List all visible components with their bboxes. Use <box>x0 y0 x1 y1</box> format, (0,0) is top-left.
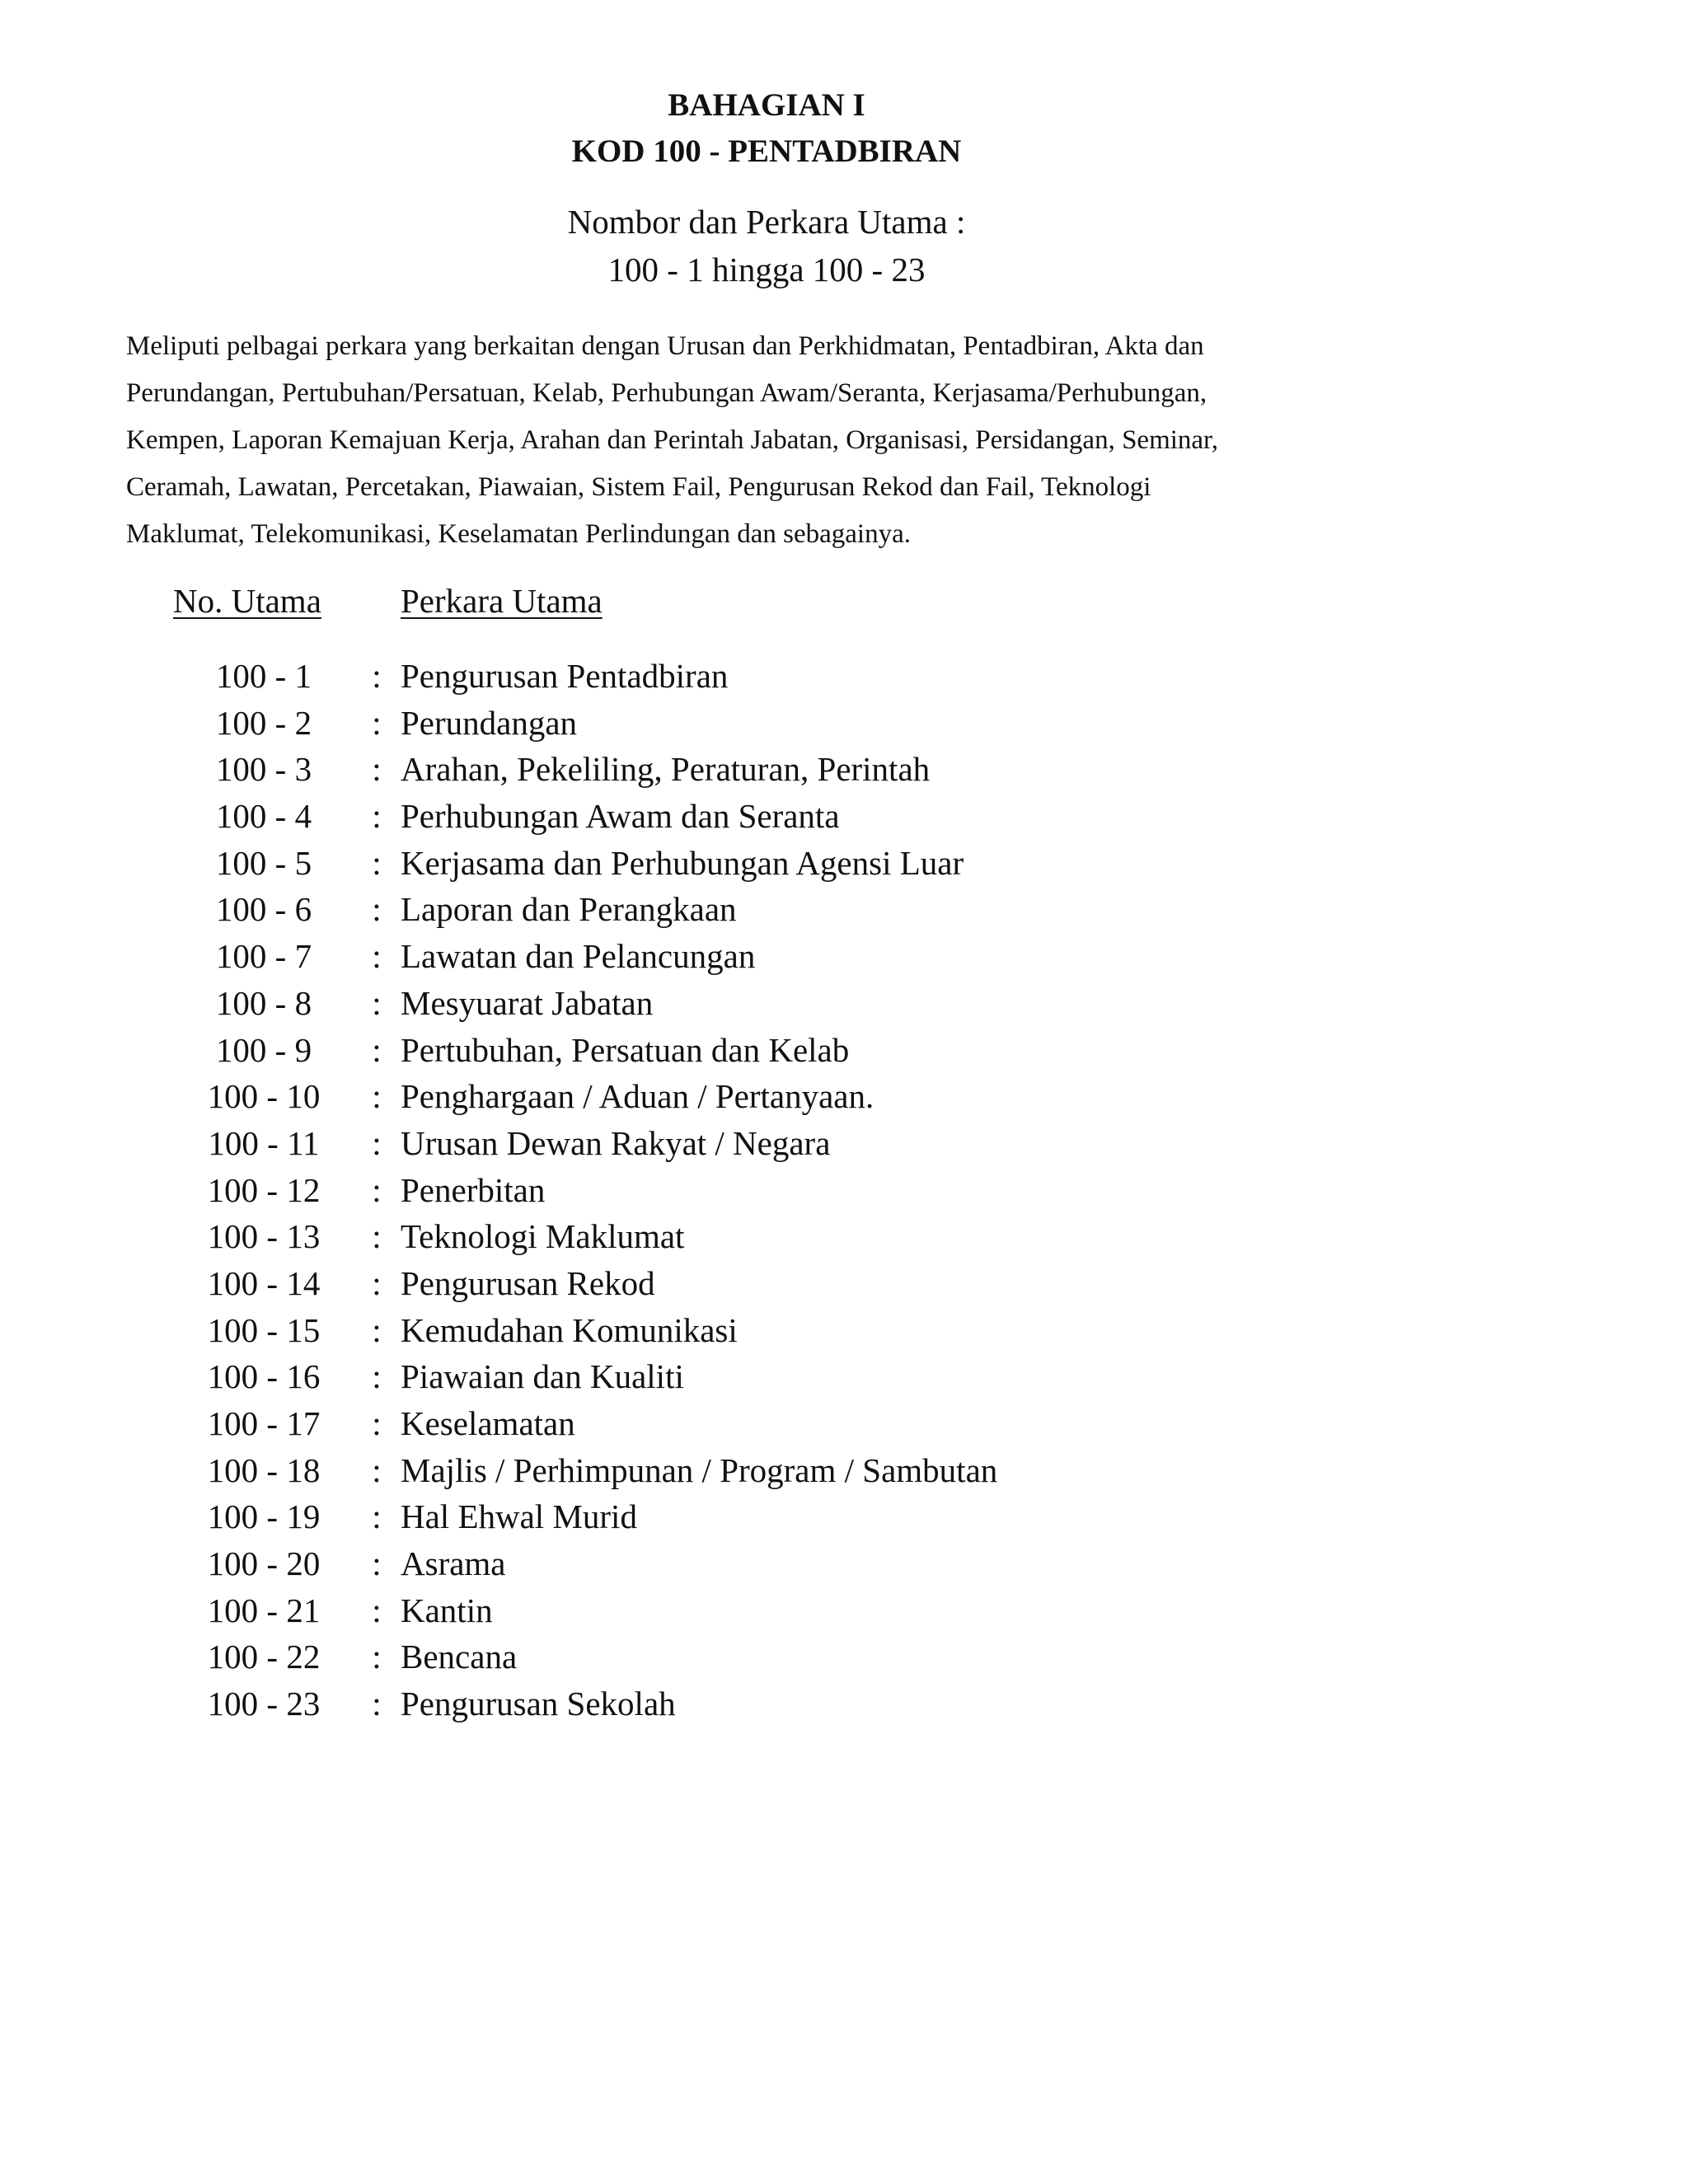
item-separator: : <box>372 937 382 976</box>
intro-line: Meliputi pelbagai perkara yang berkaitan dengan Urusan dan Perkhidmatan, Pentadbiran, Akta dan <box>126 331 1204 361</box>
item-label: Pengurusan Sekolah <box>401 1685 676 1723</box>
subtitle-block <box>0 198 1533 293</box>
intro-line: Ceramah, Lawatan, Percetakan, Piawaian, Sistem Fail, Pengurusan Rekod dan Fail, Teknologi <box>126 472 1151 502</box>
item-separator: : <box>372 1544 382 1583</box>
item-code: 100 - 12 <box>207 1170 321 1209</box>
item-code: 100 - 5 <box>215 843 312 882</box>
list-item <box>0 1400 1688 1447</box>
item-code: 100 - 11 <box>208 1123 320 1162</box>
item-label: Perundangan <box>401 703 578 742</box>
intro-line: Kempen, Laporan Kemajuan Kerja, Arahan dan Perintah Jabatan, Organisasi, Persidangan, Seminar, <box>126 425 1218 455</box>
list-item <box>0 1167 1688 1214</box>
item-label: Bencana <box>401 1638 518 1676</box>
item-separator: : <box>372 750 382 789</box>
item-label: Asrama <box>401 1544 506 1583</box>
item-code: 100 - 21 <box>207 1591 321 1629</box>
list-item <box>0 793 1688 840</box>
list-item <box>0 653 1688 700</box>
item-separator: : <box>372 1591 382 1629</box>
title-block <box>0 82 1533 175</box>
item-separator: : <box>372 983 382 1022</box>
item-separator: : <box>372 1497 382 1536</box>
column-header-perkara-utama: Perkara Utama <box>401 582 603 620</box>
list-item <box>0 1447 1688 1494</box>
item-separator: : <box>372 1123 382 1162</box>
item-label: Piawaian dan Kualiti <box>401 1357 684 1396</box>
item-label: Keselamatan <box>401 1404 575 1442</box>
item-label: Majlis / Perhimpunan / Program / Sambutan <box>401 1451 998 1489</box>
list-item <box>0 1633 1688 1680</box>
item-code: 100 - 14 <box>207 1263 321 1302</box>
list-item <box>0 886 1688 933</box>
list-item <box>0 840 1688 887</box>
item-code: 100 - 13 <box>207 1217 321 1256</box>
list-item <box>0 1307 1688 1354</box>
item-separator: : <box>372 1077 382 1116</box>
item-separator: : <box>372 890 382 929</box>
item-code: 100 - 9 <box>215 1030 312 1069</box>
list-item <box>0 700 1688 747</box>
item-label: Kerjasama dan Perhubungan Agensi Luar <box>401 843 964 882</box>
item-label: Lawatan dan Pelancungan <box>401 937 756 976</box>
list-item <box>0 1027 1688 1074</box>
list-item <box>0 1587 1688 1634</box>
item-separator: : <box>372 1357 382 1396</box>
column-header-no-utama: No. Utama <box>173 582 321 620</box>
item-label: Penghargaan / Aduan / Pertanyaan. <box>401 1077 874 1116</box>
list-item <box>0 746 1688 793</box>
item-separator: : <box>372 703 382 742</box>
item-label: Hal Ehwal Murid <box>401 1497 637 1536</box>
item-label: Urusan Dewan Rakyat / Negara <box>401 1123 831 1162</box>
item-separator: : <box>372 1217 382 1256</box>
item-separator: : <box>372 1263 382 1302</box>
list-item <box>0 1493 1688 1540</box>
item-separator: : <box>372 1451 382 1489</box>
item-label: Teknologi Maklumat <box>401 1217 685 1256</box>
section-title: BAHAGIAN I <box>668 87 865 123</box>
item-label: Mesyuarat Jabatan <box>401 983 654 1022</box>
item-code: 100 - 7 <box>215 937 312 976</box>
list-item <box>0 1540 1688 1587</box>
item-code: 100 - 10 <box>207 1077 321 1116</box>
item-separator: : <box>372 657 382 695</box>
intro-paragraph <box>126 323 1412 558</box>
item-label: Pertubuhan, Persatuan dan Kelab <box>401 1030 850 1069</box>
item-code: 100 - 22 <box>207 1638 321 1676</box>
item-label: Perhubungan Awam dan Seranta <box>401 797 840 836</box>
item-label: Pengurusan Rekod <box>401 1263 655 1302</box>
item-code: 100 - 18 <box>207 1451 321 1489</box>
item-code: 100 - 3 <box>215 750 312 789</box>
item-separator: : <box>372 1310 382 1349</box>
list-item <box>0 933 1688 980</box>
item-separator: : <box>372 797 382 836</box>
list-item <box>0 1260 1688 1307</box>
item-code: 100 - 15 <box>207 1310 321 1349</box>
list-item <box>0 1073 1688 1120</box>
item-code: 100 - 6 <box>215 890 312 929</box>
item-code: 100 - 8 <box>215 983 312 1022</box>
item-separator: : <box>372 1638 382 1676</box>
item-label: Laporan dan Perangkaan <box>401 890 737 929</box>
item-code: 100 - 20 <box>207 1544 321 1583</box>
item-separator: : <box>372 1685 382 1723</box>
item-code: 100 - 17 <box>207 1404 321 1442</box>
item-code: 100 - 19 <box>207 1497 321 1536</box>
list-item <box>0 1213 1688 1260</box>
item-separator: : <box>372 843 382 882</box>
item-label: Kantin <box>401 1591 493 1629</box>
item-label: Arahan, Pekeliling, Peraturan, Perintah <box>401 750 931 789</box>
list-item <box>0 1680 1688 1727</box>
item-code: 100 - 1 <box>215 657 312 695</box>
item-label: Penerbitan <box>401 1170 546 1209</box>
list-item <box>0 980 1688 1027</box>
item-code: 100 - 16 <box>207 1357 321 1396</box>
code-title: KOD 100 - PENTADBIRAN <box>571 134 962 169</box>
item-code: 100 - 4 <box>215 797 312 836</box>
intro-line: Perundangan, Pertubuhan/Persatuan, Kelab, Perhubungan Awam/Seranta, Kerjasama/Perhubungan, <box>126 378 1207 408</box>
item-separator: : <box>372 1030 382 1069</box>
intro-line: Maklumat, Telekomunikasi, Keselamatan Perlindungan dan sebagainya. <box>126 519 911 549</box>
list-item <box>0 1120 1688 1167</box>
item-code: 100 - 2 <box>215 703 312 742</box>
subtitle-range: 100 - 1 hingga 100 - 23 <box>607 251 926 288</box>
item-code: 100 - 23 <box>207 1685 321 1723</box>
code-list <box>0 653 1688 1727</box>
item-separator: : <box>372 1404 382 1442</box>
subtitle-label: Nombor dan Perkara Utama : <box>567 203 966 241</box>
item-separator: : <box>372 1170 382 1209</box>
list-item <box>0 1353 1688 1400</box>
item-label: Kemudahan Komunikasi <box>401 1310 738 1349</box>
item-label: Pengurusan Pentadbiran <box>401 657 729 695</box>
